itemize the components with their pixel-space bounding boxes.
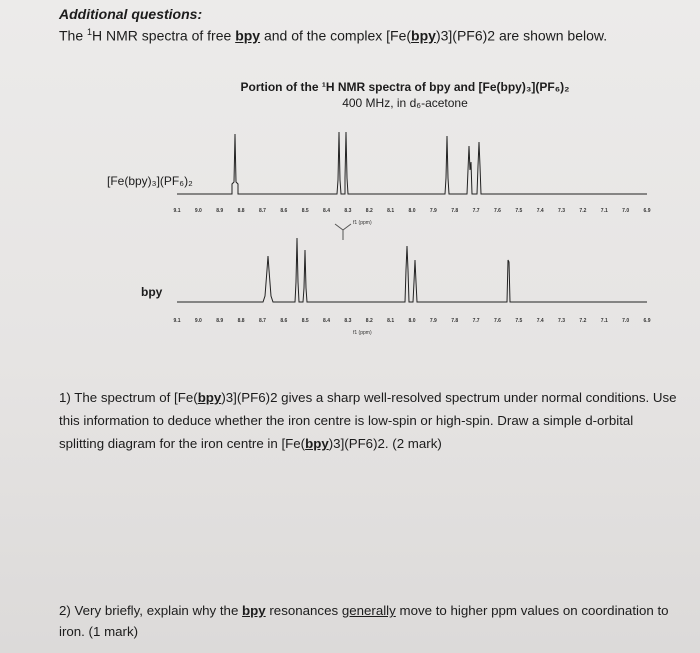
cursor-glyph [335,224,351,240]
ppm-tick-label: 7.4 [536,208,544,214]
ppm-tick-label: 9.1 [173,208,181,214]
ppm-tick-label: 7.9 [429,208,437,214]
question-1: 1) The spectrum of [Fe(bpy)3](PF6)2 gives a sharp well-resolved spectrum under normal conditions. Use this information to deduce whether the iron centre is low-spin or high-spin. Draw a simple d-orbital splitting diagram for the iron centre in [Fe(bpy)3](PF6)2. (2 mark) [59,390,677,451]
ppm-tick-label: 7.9 [429,318,437,324]
ppm-tick-label: 8.6 [280,318,288,324]
ppm-tick-label: 9.1 [173,318,181,324]
ppm-tick-label: 8.8 [237,318,245,324]
ppm-tick-label: 8.1 [387,318,395,324]
intro-text: The $^1$H NMR spectra of free bpy and of the complex [Fe(bpy)3](PF6)2 are shown below. [59,27,608,44]
complex-ppm-axis [173,208,651,224]
ppm-tick-label: 7.0 [622,318,630,324]
ppm-tick-label: 8.4 [323,318,331,324]
ppm-tick-label: 8.9 [216,208,224,214]
complex-spectrum-label: [Fe(bpy)₃](PF₆)₂ [107,174,193,188]
ppm-tick-label: 7.5 [515,318,523,324]
bpy-term: bpy [411,27,436,44]
ppm-tick-label: 8.1 [387,208,395,214]
bpy-term: bpy [242,603,266,618]
ppm-tick-label: 9.0 [194,318,202,324]
ppm-tick-label: 8.2 [365,318,373,324]
ppm-tick-label: 7.6 [493,318,501,324]
ppm-tick-label: 8.5 [301,318,309,324]
ppm-tick-label: 6.9 [643,208,651,214]
ppm-tick-label: 9.0 [194,208,202,214]
ppm-tick-label: 7.4 [536,318,544,324]
ppm-tick-label: 8.3 [344,318,352,324]
ppm-tick-label: 7.3 [558,318,566,324]
figure-subtitle: 400 MHz, in d₆-acetone [342,96,468,110]
ppm-tick-label: 8.0 [408,318,416,324]
complex-nmr-trace [177,132,647,194]
ppm-tick-label: 8.3 [344,208,352,214]
ppm-tick-label: 8.4 [323,208,331,214]
bpy-spectrum-label: bpy [141,285,163,299]
complex-axis-unit: f1 (ppm) [353,220,372,226]
figure-title: Portion of the ¹H NMR spectra of bpy and [Fe(bpy)₃](PF₆)₂ [240,80,570,94]
ppm-tick-label: 6.9 [643,318,651,324]
bpy-ppm-axis [173,318,651,334]
ppm-tick-label: 7.7 [472,208,480,214]
generally-term: generally [341,603,396,618]
ppm-tick-label: 8.5 [301,208,309,214]
ppm-tick-label: 7.2 [579,318,587,324]
ppm-tick-label: 7.8 [451,318,459,324]
ppm-tick-label: 8.7 [258,318,266,324]
ppm-tick-label: 7.7 [472,318,480,324]
bpy-term: bpy [197,390,222,405]
ppm-tick-label: 8.7 [258,208,266,214]
ppm-tick-label: 7.6 [493,208,501,214]
ppm-tick-label: 7.1 [600,208,608,214]
ppm-tick-label: 7.2 [579,208,587,214]
ppm-tick-label: 7.3 [558,208,566,214]
bpy-term: bpy [235,27,261,44]
ppm-tick-label: 7.0 [622,208,630,214]
ppm-tick-label: 8.6 [280,208,288,214]
question-2: 2) Very briefly, explain why the bpy resonances generally move to higher ppm values on coordination to iron. (1 mark) [59,603,669,639]
bpy-nmr-trace [177,238,647,302]
ppm-tick-label: 8.8 [237,208,245,214]
bpy-term: bpy [305,436,329,451]
ppm-tick-label: 8.2 [365,208,373,214]
bpy-axis-unit: f1 (ppm) [353,330,372,336]
ppm-tick-label: 8.0 [408,208,416,214]
ppm-tick-label: 7.8 [451,208,459,214]
section-heading: Additional questions: [59,6,203,22]
ppm-tick-label: 8.9 [216,318,224,324]
ppm-tick-label: 7.5 [515,208,523,214]
ppm-tick-label: 7.1 [600,318,608,324]
nmr-figure [95,70,675,360]
